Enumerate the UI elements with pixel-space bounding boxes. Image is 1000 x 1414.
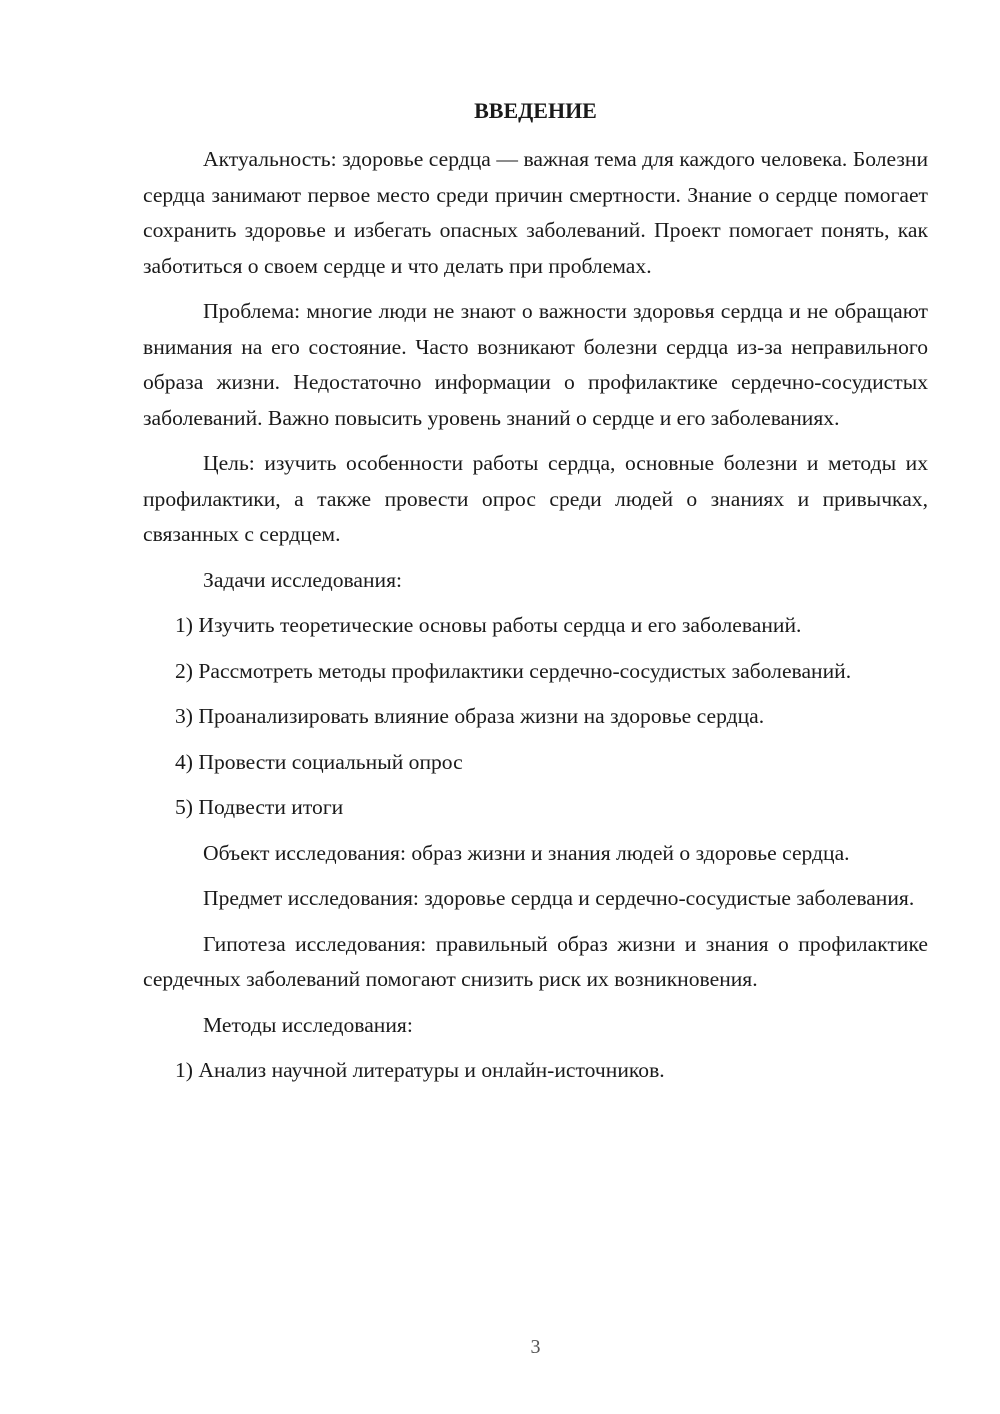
document-page — [143, 0, 928, 1414]
section-heading: ВВЕДЕНИЕ — [474, 98, 597, 123]
paragraph-problem: Проблема: многие люди не знают о важности здоровья сердца и не обращают внимания на его состояние. Часто возникают болезни сердца из-за неправильного образа жизни. Недостаточно информации о профилактике сердечно-сосудистых заболеваний. Важно повысить уровень знаний о сердце и его заболеваниях. — [143, 299, 928, 430]
paragraph-goal: Цель: изучить особенности работы сердца, основные болезни и методы их профилактики, а также провести опрос среди людей о знаниях и привычках, связанных с сердцем. — [143, 451, 928, 546]
paragraph-hypothesis: Гипотеза исследования: правильный образ жизни и знания о профилактике сердечных заболеваний помогают снизить риск их возникновения. — [143, 931, 928, 991]
task-item-2: 2) Рассмотреть методы профилактики сердечно-сосудистых заболеваний. — [175, 658, 852, 683]
paragraph-methods-heading: Методы исследования: — [203, 1012, 413, 1037]
task-item-5: 5) Подвести итоги — [175, 795, 344, 819]
task-item-3: 3) Проанализировать влияние образа жизни на здоровье сердца. — [175, 704, 765, 728]
paragraph-subject: Предмет исследования: здоровье сердца и сердечно-сосудистые заболевания. — [203, 886, 915, 910]
task-item-1: 1) Изучить теоретические основы работы сердца и его заболеваний. — [175, 613, 802, 637]
task-item-4: 4) Провести социальный опрос — [175, 749, 463, 774]
method-item-1: 1) Анализ научной литературы и онлайн-источников. — [175, 1058, 665, 1082]
document-body — [143, 142, 928, 1099]
paragraph-relevance: Актуальность: здоровье сердца — важная тема для каждого человека. Болезни сердца занимают первое место среди причин смертности. Знание о сердце помогает сохранить здоровье и избегать опасных заболеваний. Проект помогает понять, как заботиться о своем сердце и что делать при проблемах. — [143, 147, 928, 278]
page-number: 3 — [530, 1336, 541, 1358]
paragraph-tasks-heading: Задачи исследования: — [203, 567, 403, 592]
paragraph-object: Объект исследования: образ жизни и знания людей о здоровье сердца. — [203, 840, 850, 865]
